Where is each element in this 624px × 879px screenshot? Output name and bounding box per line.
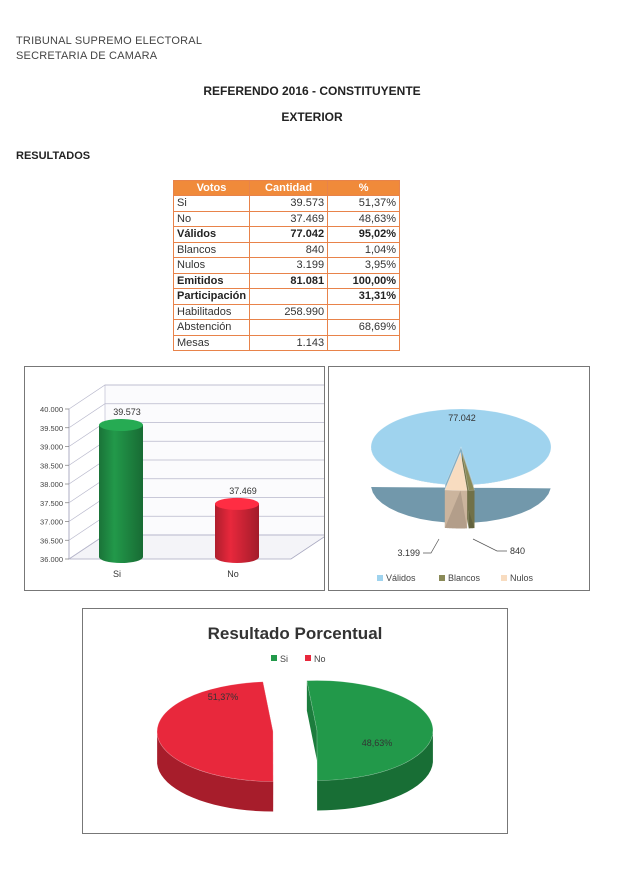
row-cantidad: 3.199 xyxy=(250,258,328,274)
pie-data-label: 3.199 xyxy=(397,548,420,558)
x-tick-label: Si xyxy=(112,569,122,579)
y-tick-label: 38.000 xyxy=(40,480,63,489)
row-cantidad: 1.143 xyxy=(250,335,328,351)
row-pct xyxy=(328,304,400,320)
row-pct: 3,95% xyxy=(328,258,400,274)
row-label: Abstención xyxy=(174,320,250,336)
bar-data-label: 37.469 xyxy=(229,485,257,496)
dept-name: SECRETARIA DE CAMARA xyxy=(16,50,158,62)
bar-top-si xyxy=(99,419,143,431)
row-cantidad: 81.081 xyxy=(250,273,328,289)
row-cantidad: 39.573 xyxy=(250,196,328,212)
leader-line xyxy=(423,539,439,553)
row-label: Nulos xyxy=(174,258,250,274)
row-cantidad: 258.990 xyxy=(250,304,328,320)
table-row xyxy=(174,320,400,336)
legend-swatch-válidos xyxy=(377,575,383,581)
chart-title: Resultado Porcentual xyxy=(207,624,383,643)
table-row xyxy=(174,304,400,320)
legend-label: Blancos xyxy=(448,573,481,583)
results-table xyxy=(173,180,400,351)
composition-pie-chart xyxy=(329,367,589,590)
row-cantidad: 77.042 xyxy=(250,227,328,243)
row-pct: 51,37% xyxy=(328,196,400,212)
bar-data-label: 39.573 xyxy=(113,407,141,418)
table-header-row xyxy=(174,181,400,196)
header-cantidad: Cantidad xyxy=(250,181,328,196)
legend-label: Si xyxy=(280,654,289,664)
legend-label: No xyxy=(314,654,326,664)
row-pct: 68,69% xyxy=(328,320,400,336)
legend-label: Nulos xyxy=(510,573,534,583)
row-label: Si xyxy=(174,196,250,212)
pie-data-label: 840 xyxy=(510,546,526,556)
y-tick-label: 36.000 xyxy=(40,555,63,564)
section-title: RESULTADOS xyxy=(16,150,91,162)
row-cantidad xyxy=(250,289,328,305)
row-label: Blancos xyxy=(174,242,250,258)
document-title: REFERENDO 2016 - CONSTITUYENTE xyxy=(203,84,421,98)
row-label: Emitidos xyxy=(174,273,250,289)
y-tick-label: 36.500 xyxy=(40,536,63,546)
org-name: TRIBUNAL SUPREMO ELECTORAL xyxy=(16,35,203,47)
legend-swatch-si xyxy=(271,655,277,661)
y-tick-label: 39.500 xyxy=(40,423,63,433)
leader-line xyxy=(473,539,507,551)
bar-no xyxy=(215,504,259,563)
legend-swatch-nulos xyxy=(501,575,507,581)
table-row xyxy=(174,273,400,289)
row-label: Mesas xyxy=(174,335,250,351)
row-pct: 100,00% xyxy=(328,273,400,289)
legend-label: Válidos xyxy=(386,573,416,583)
document-subtitle: EXTERIOR xyxy=(281,110,343,124)
row-cantidad xyxy=(250,320,328,336)
bar-top-no xyxy=(215,498,259,510)
y-tick-label: 40.000 xyxy=(40,405,63,414)
x-tick-label: No xyxy=(227,569,239,579)
bar-chart xyxy=(25,367,324,590)
legend-swatch-no xyxy=(305,655,311,661)
row-pct: 31,31% xyxy=(328,289,400,305)
percent-pie-chart xyxy=(83,609,507,833)
composition-pie-panel xyxy=(328,366,590,591)
pie-data-label: 48,63% xyxy=(361,738,393,748)
table-row xyxy=(174,211,400,227)
row-pct: 95,02% xyxy=(328,227,400,243)
row-label: Válidos xyxy=(174,227,250,243)
row-label: Habilitados xyxy=(174,304,250,320)
legend-swatch-blancos xyxy=(439,575,445,581)
bar-si xyxy=(99,425,143,563)
y-tick-label: 37.000 xyxy=(40,517,63,527)
row-pct xyxy=(328,335,400,351)
table-row xyxy=(174,242,400,258)
pie-data-label: 51,37% xyxy=(207,692,239,702)
header-votos: Votos xyxy=(174,181,250,196)
bar-chart-panel xyxy=(24,366,325,591)
header-pct: % xyxy=(328,181,400,196)
y-tick-label: 39.000 xyxy=(40,442,63,452)
table-row xyxy=(174,227,400,243)
percent-pie-panel xyxy=(82,608,508,834)
row-label: No xyxy=(174,211,250,227)
y-tick-label: 37.500 xyxy=(40,498,63,508)
row-label: Participación xyxy=(174,289,250,305)
row-pct: 48,63% xyxy=(328,211,400,227)
row-cantidad: 37.469 xyxy=(250,211,328,227)
table-row xyxy=(174,335,400,351)
row-pct: 1,04% xyxy=(328,242,400,258)
row-cantidad: 840 xyxy=(250,242,328,258)
table-row xyxy=(174,196,400,212)
table-row xyxy=(174,289,400,305)
pie-data-label: 77.042 xyxy=(448,413,476,423)
table-row xyxy=(174,258,400,274)
y-tick-label: 38.500 xyxy=(40,461,63,471)
